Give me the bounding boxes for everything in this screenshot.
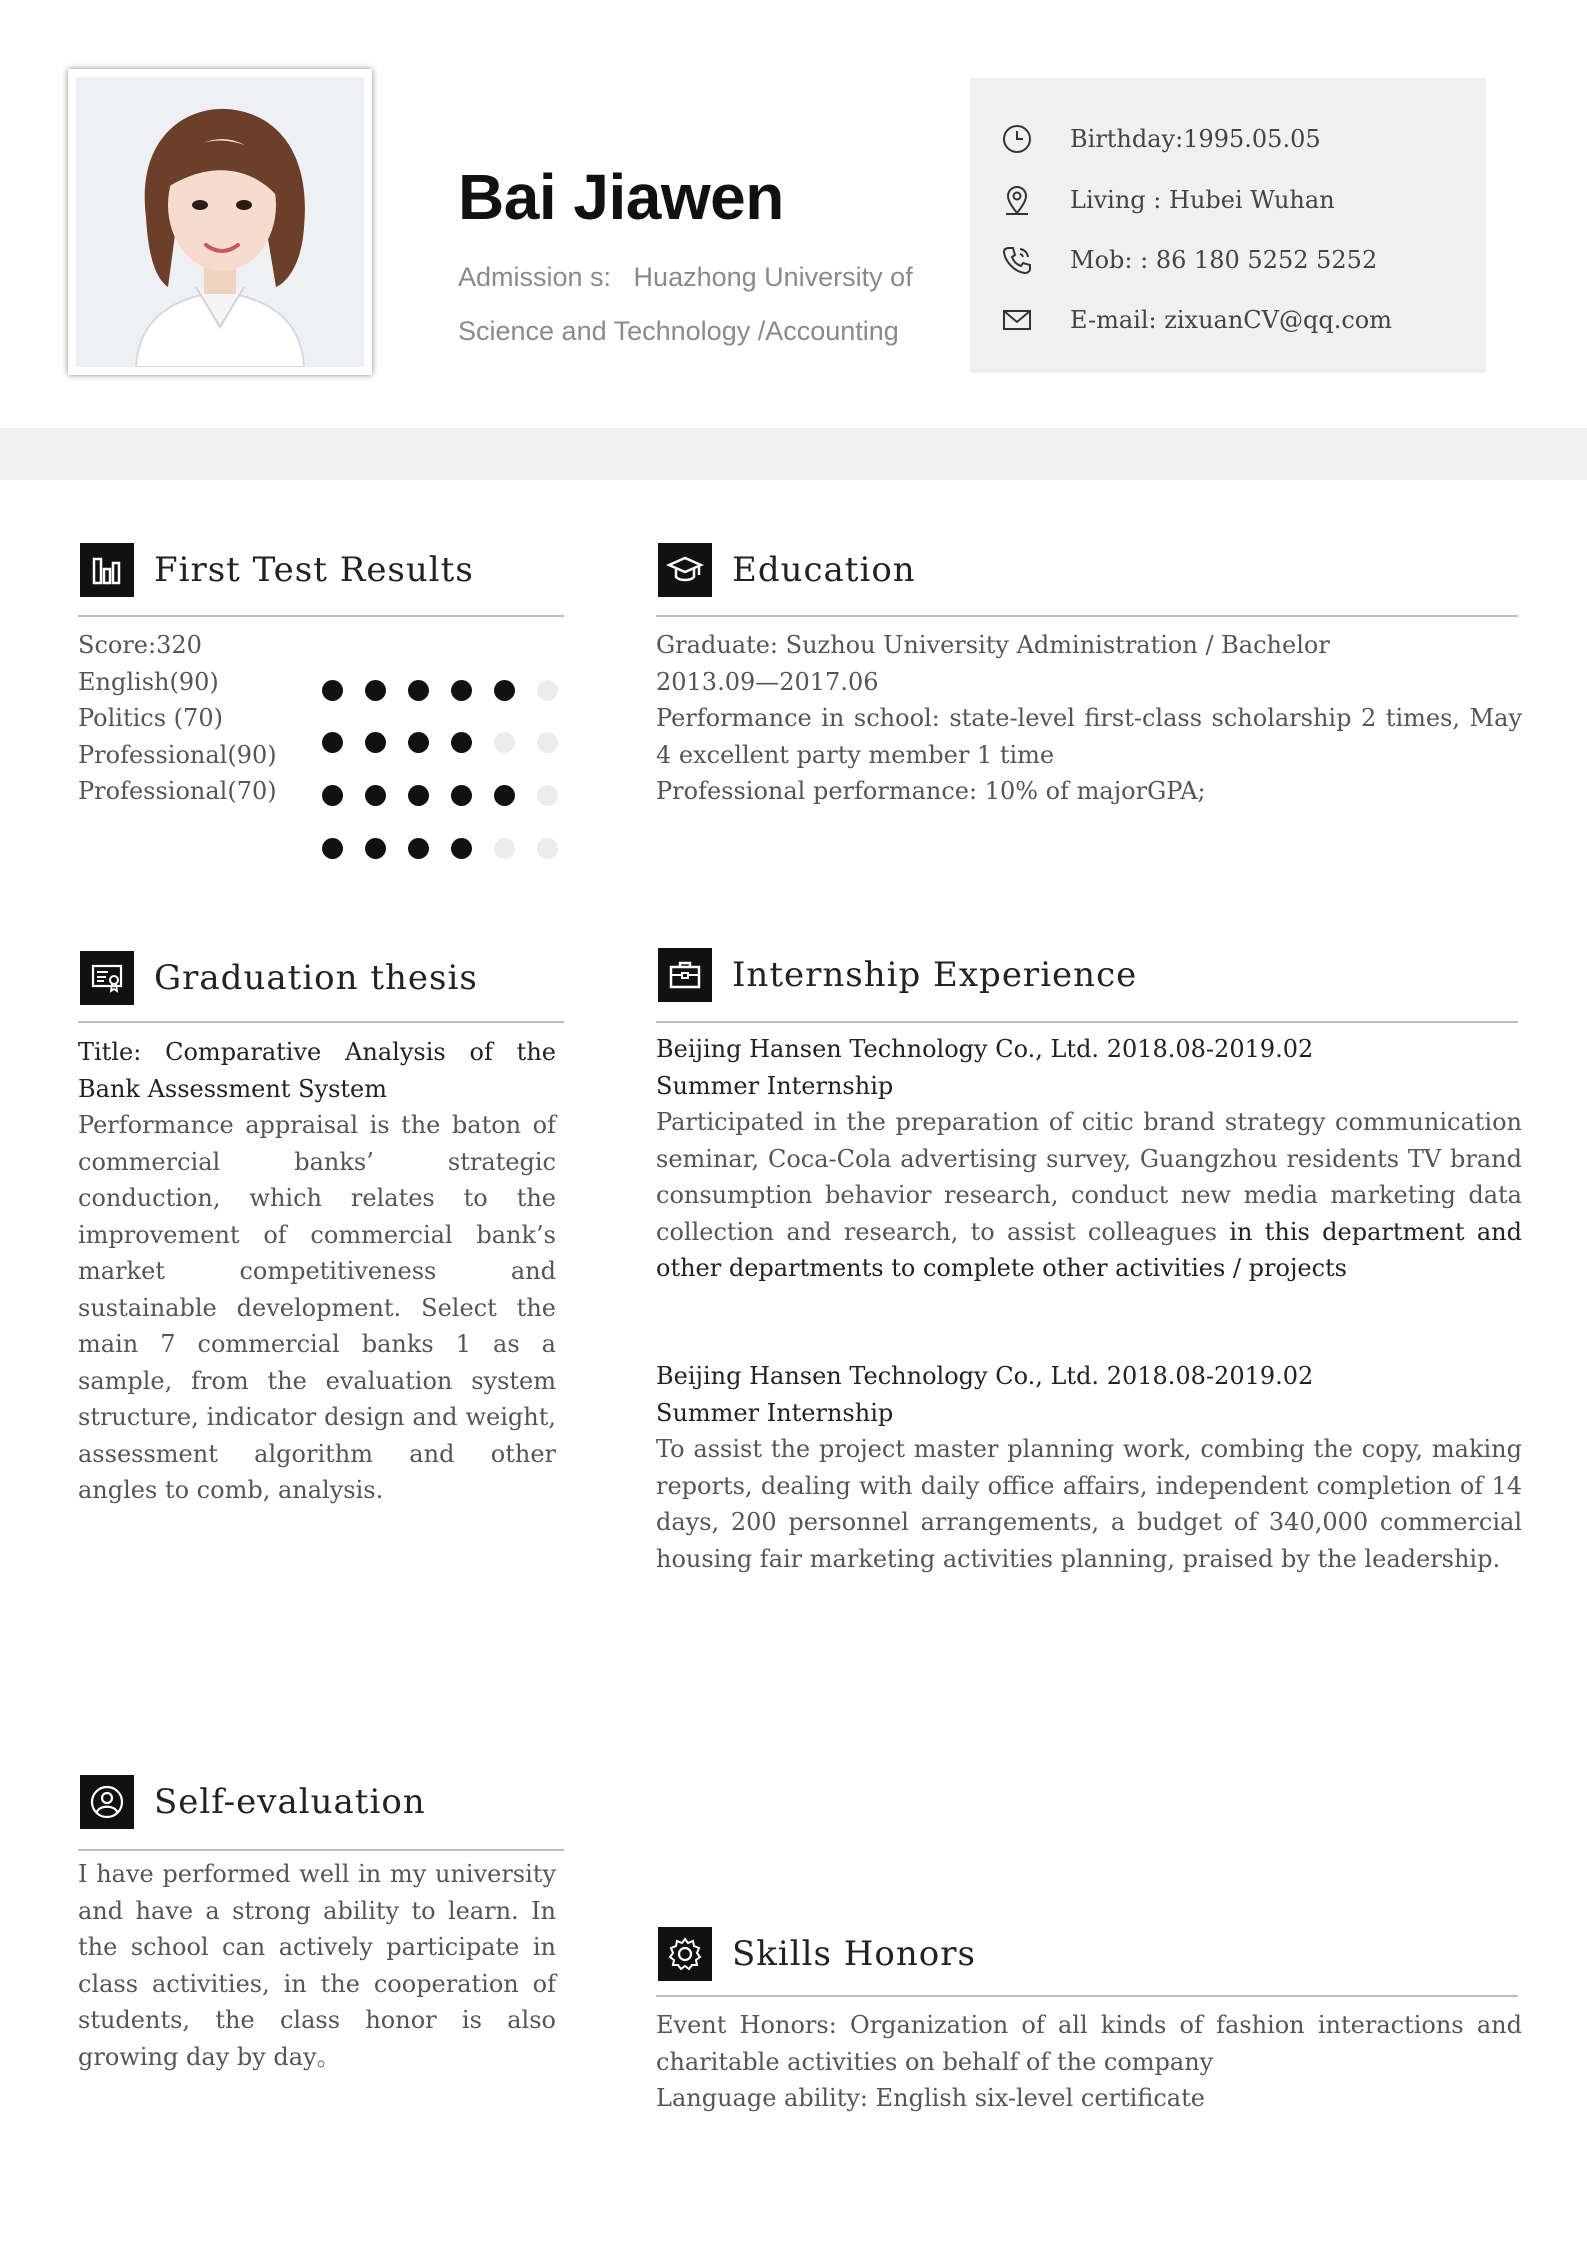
self-evaluation-title: Self-evaluation	[154, 1782, 426, 1822]
admission-line-2: Science and Technology /Accounting	[458, 316, 899, 346]
internship-1-description	[656, 1104, 1522, 1287]
rating-dot-filled	[451, 732, 472, 753]
thesis-abstract: Performance appraisal is the baton of commercial banks’ strategic conduction, which relates to the improvement of commercial bank’s market competitiveness and sustainable development. Select the main 7 commercial banks 1 as a sample, from the evaluation system structure, indicator design and weight, assessment algorithm and other angles to comb, analysis.	[78, 1111, 556, 1504]
contact-living	[1000, 180, 1335, 220]
rating-dot-filled	[494, 785, 515, 806]
person-icon	[80, 1775, 134, 1829]
briefcase-icon	[658, 948, 712, 1002]
header-divider-band	[0, 428, 1587, 480]
email-text: E-mail: zixuanCV@qq.com	[1070, 306, 1392, 334]
phone-icon	[1000, 243, 1034, 277]
gear-icon	[658, 1927, 712, 1981]
rating-dot-filled	[494, 680, 515, 701]
location-pin-icon	[1000, 183, 1034, 217]
subject-professional-2: Professional(70)	[78, 777, 277, 805]
thesis-section	[80, 948, 564, 1008]
self-evaluation-rule	[78, 1849, 564, 1851]
education-body	[656, 627, 1522, 810]
rating-dot-empty	[494, 732, 515, 753]
rating-dot-empty	[494, 838, 515, 859]
score-text: Score:320	[78, 631, 202, 659]
dot-rating-row	[322, 785, 580, 807]
rating-dot-filled	[322, 732, 343, 753]
rating-dot-filled	[322, 785, 343, 806]
rating-dot-filled	[365, 785, 386, 806]
contact-birthday	[1000, 119, 1321, 159]
thesis-heading: Title: Comparative Analysis of the Bank Assessment System	[78, 1038, 556, 1103]
rating-dot-filled	[365, 732, 386, 753]
living-text: Living : Hubei Wuhan	[1070, 186, 1335, 214]
profile-photo-frame	[68, 69, 372, 375]
thesis-header	[80, 948, 564, 1008]
dot-rating-row	[322, 680, 580, 702]
birthday-text: Birthday:1995.05.05	[1070, 125, 1321, 153]
internship-1-desc-b: in this department and other departments to complete other activities / projects	[656, 1217, 1522, 1282]
rating-dot-filled	[451, 680, 472, 701]
rating-dot-empty	[537, 732, 558, 753]
thesis-title: Graduation thesis	[154, 958, 478, 998]
test-results-list	[78, 627, 277, 810]
graduation-cap-icon	[658, 543, 712, 597]
rating-dot-filled	[451, 785, 472, 806]
skills-section	[658, 1924, 1518, 1984]
profile-photo	[76, 77, 364, 367]
test-results-header	[80, 540, 564, 600]
rating-dot-filled	[322, 838, 343, 859]
certificate-icon	[80, 951, 134, 1005]
internship-1-desc-a: Participated in the preparation of citic brand strategy communication seminar, Coca-Cola advertising survey, Guangzhou residents TV brand consumption behavior research, conduct new media marketing data collection and research, to assist colleagues	[656, 1108, 1522, 1246]
rating-dot-filled	[408, 785, 429, 806]
rating-dot-filled	[451, 838, 472, 859]
rating-dot-filled	[365, 838, 386, 859]
education-degree: Graduate: Suzhou University Administration / Bachelor	[656, 631, 1330, 659]
clock-icon	[1000, 122, 1034, 156]
test-results-rule	[78, 615, 564, 617]
rating-dot-filled	[408, 732, 429, 753]
education-header	[658, 540, 1518, 600]
portrait-image	[76, 77, 364, 367]
education-section	[658, 540, 1518, 600]
internship-1-company: Beijing Hansen Technology Co., Ltd. 2018.08-2019.02	[656, 1035, 1314, 1063]
education-dates: 2013.09—2017.06	[656, 667, 879, 696]
internship-1-role: Summer Internship	[656, 1071, 894, 1100]
rating-dot-filled	[408, 838, 429, 859]
test-results-title: First Test Results	[154, 550, 474, 590]
self-evaluation-body: I have performed well in my university and have a strong ability to learn. In the school can actively participate in class activities, in the cooperation of students, the class honor is also growing day by day。	[78, 1860, 556, 2071]
contact-panel	[970, 78, 1486, 373]
self-evaluation-header	[80, 1772, 564, 1832]
admission-line-1: Admission s: Huazhong University of	[458, 262, 913, 292]
thesis-body	[78, 1034, 556, 1509]
mail-icon	[1000, 303, 1034, 337]
contact-mobile	[1000, 240, 1377, 280]
admission-info	[458, 250, 928, 358]
internship-rule	[656, 1021, 1518, 1023]
contact-email	[1000, 300, 1392, 340]
internship-title: Internship Experience	[732, 955, 1138, 995]
internship-entry-1	[656, 1031, 1522, 1287]
self-evaluation-section	[80, 1772, 564, 1832]
rating-dot-empty	[537, 785, 558, 806]
rating-dot-filled	[365, 680, 386, 701]
subject-professional-1: Professional(90)	[78, 740, 277, 769]
mobile-text: Mob: : 86 180 5252 5252	[1070, 246, 1378, 274]
skills-event-honors: Event Honors: Organization of all kinds of fashion interactions and charitable activities on behalf of the company	[656, 2011, 1522, 2076]
education-rule	[656, 615, 1518, 617]
internship-2-role: Summer Internship	[656, 1398, 894, 1427]
dot-rating-row	[322, 838, 580, 860]
skills-title: Skills Honors	[732, 1934, 976, 1974]
subject-english: English(90)	[78, 667, 219, 696]
rating-dot-filled	[322, 680, 343, 701]
skills-body	[656, 2007, 1522, 2117]
skills-header	[658, 1924, 1518, 1984]
internship-header	[658, 945, 1518, 1005]
subject-politics: Politics (70)	[78, 704, 223, 732]
education-gpa: Professional performance: 10% of majorGPA;	[656, 777, 1206, 805]
candidate-name: Bai Jiawen	[458, 161, 784, 233]
internship-2-description: To assist the project master planning work, combing the copy, making reports, dealing with daily office affairs, independent completion of 14 days, 200 personnel arrangements, a budget of 340,000 commercial housing fair marketing activities planning, praised by the leadership.	[656, 1435, 1522, 1573]
rating-dot-empty	[537, 680, 558, 701]
skills-language: Language ability: English six-level certificate	[656, 2084, 1205, 2112]
skills-rule	[656, 1995, 1518, 1997]
bar-chart-icon	[80, 543, 134, 597]
rating-dot-filled	[408, 680, 429, 701]
internship-section	[658, 945, 1518, 1005]
internship-entry-2	[656, 1358, 1522, 1577]
thesis-rule	[78, 1021, 564, 1023]
dot-rating-row	[322, 732, 580, 754]
test-results-section	[80, 540, 564, 600]
education-title: Education	[732, 550, 916, 590]
rating-dot-empty	[537, 838, 558, 859]
internship-2-company: Beijing Hansen Technology Co., Ltd. 2018.08-2019.02	[656, 1362, 1314, 1390]
education-performance: Performance in school: state-level first-class scholarship 2 times, May 4 excellent party member 1 time	[656, 704, 1522, 769]
